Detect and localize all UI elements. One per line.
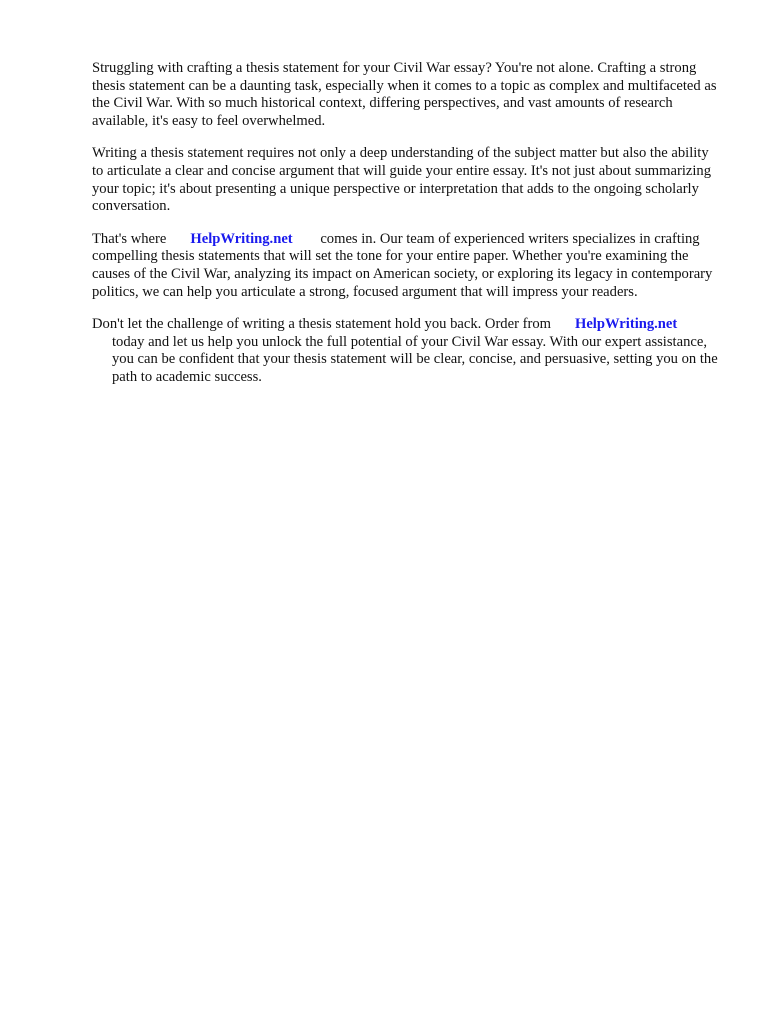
paragraph-cta-body: today and let us help you unlock the full potential of your Civil War essay. With our expert assistance, you can be confident that your thesis statement will be clear, concise, and persuasive, setting you on the path to academic success. [112, 333, 718, 385]
paragraph-cta-lead: Don't let the challenge of writing a thesis statement hold you back. Order from [92, 316, 551, 333]
paragraph-service-body: comes in. Our team of experienced writers specializes in crafting compelling thesis statements that will set the tone for your entire paper. Whether you're examining the causes of the Civil War, analyzing its impact on American society, or exploring its legacy in contemporary politics, we can help you articulate a strong, focused argument that will impress your readers. [92, 230, 713, 300]
paragraph-requirements: Writing a thesis statement requires not only a deep understanding of the subject matter but also the ability to articulate a clear and concise argument that will guide your entire essay. It's not just about summarizing your topic; it's about presenting a unique perspective or interpretation that adds to the ongoing scholarly conversation. [92, 145, 712, 215]
helpwriting-order-link[interactable]: HelpWriting.net [574, 316, 678, 333]
paragraph-service [92, 231, 722, 301]
paragraph-service-lead: That's where [92, 230, 167, 247]
document-page [92, 60, 722, 402]
paragraph-intro: Struggling with crafting a thesis statement for your Civil War essay? You're not alone. Crafting a strong thesis statement can be a daunting task, especially when it comes to a topic as complex and multifaceted as the Civil War. With so much historical context, differing perspectives, and vast amounts of research available, it's easy to feel overwhelmed. [92, 60, 717, 129]
paragraph-call-to-action [92, 316, 722, 386]
helpwriting-link[interactable]: HelpWriting.net [190, 230, 293, 247]
